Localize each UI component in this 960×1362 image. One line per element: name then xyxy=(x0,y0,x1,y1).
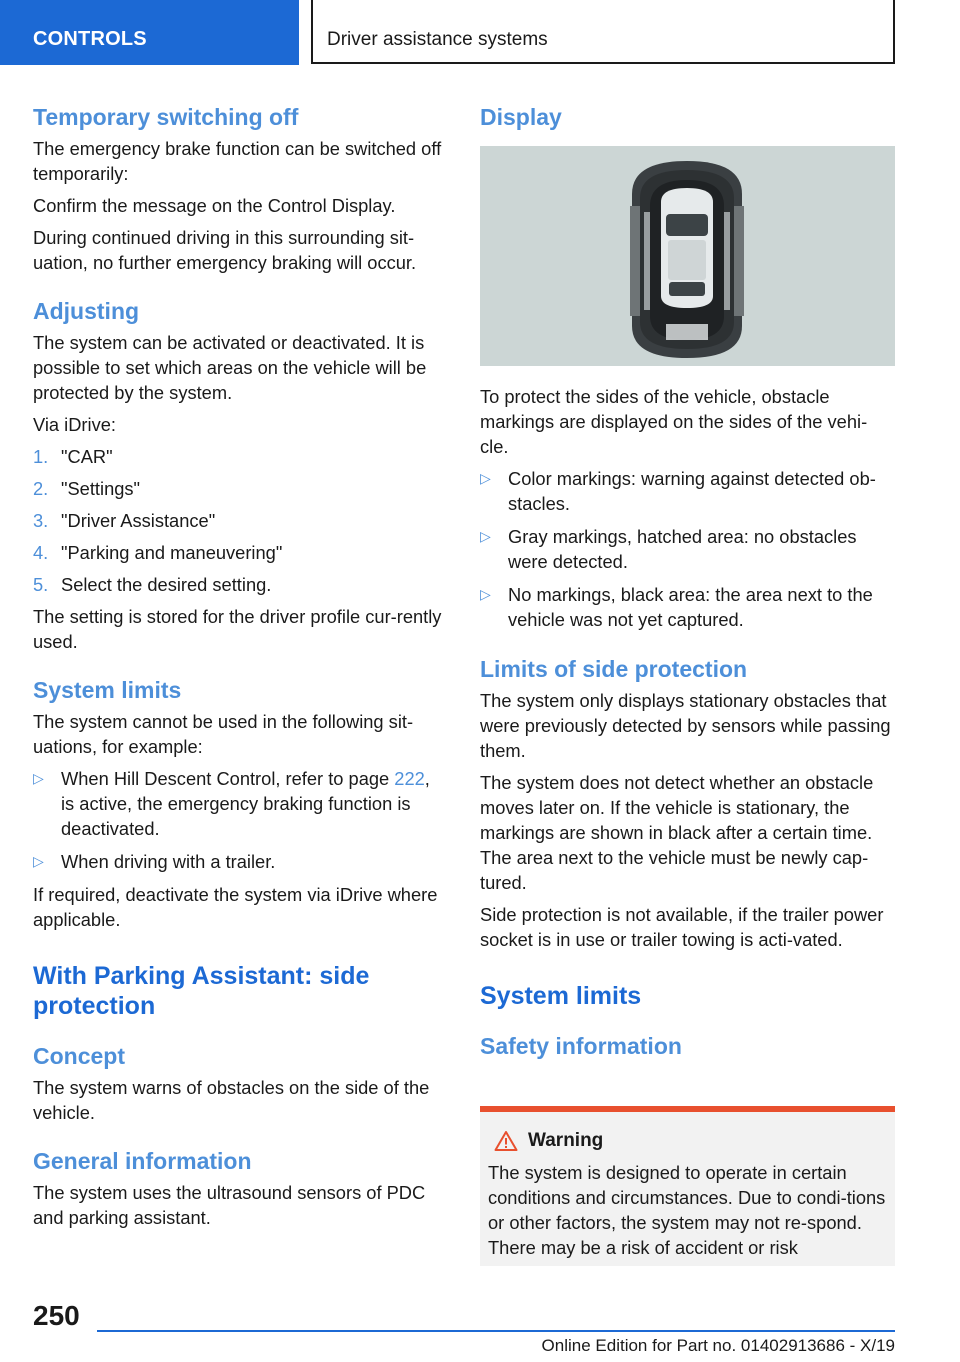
heading-concept: Concept xyxy=(33,1043,125,1069)
paragraph: To protect the sides of the vehicle, obstacle markings are displayed on the sides of the vehi‐cle. xyxy=(480,386,868,457)
list-item: 5. Select the desired setting. xyxy=(33,574,272,595)
list-item: ▷ When Hill Descent Control, refer to page 222, is active, the emergency braking function is deactivated. xyxy=(33,768,430,839)
page-number: 250 xyxy=(33,1300,80,1331)
warning-title: Warning xyxy=(528,1130,604,1151)
idrive-steps-list xyxy=(33,444,448,597)
right-column xyxy=(480,102,895,1065)
side-protection-display-image xyxy=(480,146,895,366)
footer-divider xyxy=(97,1330,895,1332)
paragraph: The system does not detect whether an obstacle moves later on. If the vehicle is stationary, the markings are shown in black after a certain time. The area next to the vehicle must be newly cap‐tured. xyxy=(480,772,874,893)
heading-side-protection: With Parking Assistant: side protection xyxy=(33,962,370,1020)
list-item: ▷ Gray markings, hatched area: no obstacles were detected. xyxy=(480,526,857,572)
list-item: 4. "Parking and maneuvering" xyxy=(33,542,283,563)
header-chapter-tab xyxy=(311,0,895,64)
heading-display: Display xyxy=(480,104,562,130)
paragraph: The system uses the ultrasound sensors of PDC and parking assistant. xyxy=(33,1182,426,1228)
paragraph: The emergency brake function can be switched off temporarily: xyxy=(33,138,442,184)
list-item: ▷ No markings, black area: the area next to the vehicle was not yet captured. xyxy=(480,584,873,630)
marking-types-list xyxy=(480,466,895,632)
heading-safety-information: Safety information xyxy=(480,1033,682,1059)
paragraph: Via iDrive: xyxy=(33,414,116,435)
triangle-bullet-icon: ▷ xyxy=(33,853,44,869)
triangle-bullet-icon: ▷ xyxy=(480,470,491,486)
header-section-tab xyxy=(0,0,299,65)
page-reference-link[interactable]: 222 xyxy=(394,768,425,789)
header-section-label: CONTROLS xyxy=(33,28,147,50)
warning-triangle-icon xyxy=(494,1130,518,1152)
paragraph: If required, deactivate the system via iDrive where applicable. xyxy=(33,884,438,930)
paragraph: The system only displays stationary obstacles that were previously detected by sensors while passing them. xyxy=(480,690,891,761)
list-item: 1. "CAR" xyxy=(33,446,113,467)
paragraph: The system warns of obstacles on the side of the vehicle. xyxy=(33,1077,430,1123)
limits-list xyxy=(33,766,448,874)
paragraph: During continued driving in this surrounding sit‐uation, no further emergency braking will occur. xyxy=(33,227,417,273)
heading-system-limits-right: System limits xyxy=(480,982,642,1010)
footer-edition: Online Edition for Part no. 01402913686 - X/19 xyxy=(541,1336,895,1355)
heading-general-information: General information xyxy=(33,1148,252,1174)
triangle-bullet-icon: ▷ xyxy=(33,770,44,786)
left-column xyxy=(33,102,448,1237)
triangle-bullet-icon: ▷ xyxy=(480,586,491,602)
list-item: ▷ When driving with a trailer. xyxy=(33,851,276,872)
list-item: 2. "Settings" xyxy=(33,478,141,499)
list-item: 3. "Driver Assistance" xyxy=(33,510,216,531)
paragraph: The system can be activated or deactivated. It is possible to set which areas on the vehicle will be protected by the system. xyxy=(33,332,427,403)
list-item: ▷ Color markings: warning against detected ob‐stacles. xyxy=(480,468,876,514)
heading-limits-of-side-protection: Limits of side protection xyxy=(480,656,748,682)
paragraph: Confirm the message on the Control Display. xyxy=(33,195,396,216)
warning-header xyxy=(488,1130,887,1152)
triangle-bullet-icon: ▷ xyxy=(480,528,491,544)
heading-adjusting: Adjusting xyxy=(33,298,140,324)
vehicle-overhead-illustration xyxy=(480,146,895,366)
heading-temporary-switching-off: Temporary switching off xyxy=(33,104,299,130)
warning-box xyxy=(480,1106,895,1266)
warning-text: The system is designed to operate in certain conditions and circumstances. Due to condi‐tions or other factors, the system may not re‐spond. There may be a risk of accident or risk xyxy=(488,1162,886,1258)
paragraph: The setting is stored for the driver profile cur‐rently used. xyxy=(33,606,442,652)
header-chapter-label: Driver assistance systems xyxy=(327,29,548,50)
paragraph: Side protection is not available, if the trailer power socket is in use or trailer towing is acti‐vated. xyxy=(480,904,884,950)
heading-system-limits: System limits xyxy=(33,677,182,703)
paragraph: The system cannot be used in the following sit‐uations, for example: xyxy=(33,711,414,757)
